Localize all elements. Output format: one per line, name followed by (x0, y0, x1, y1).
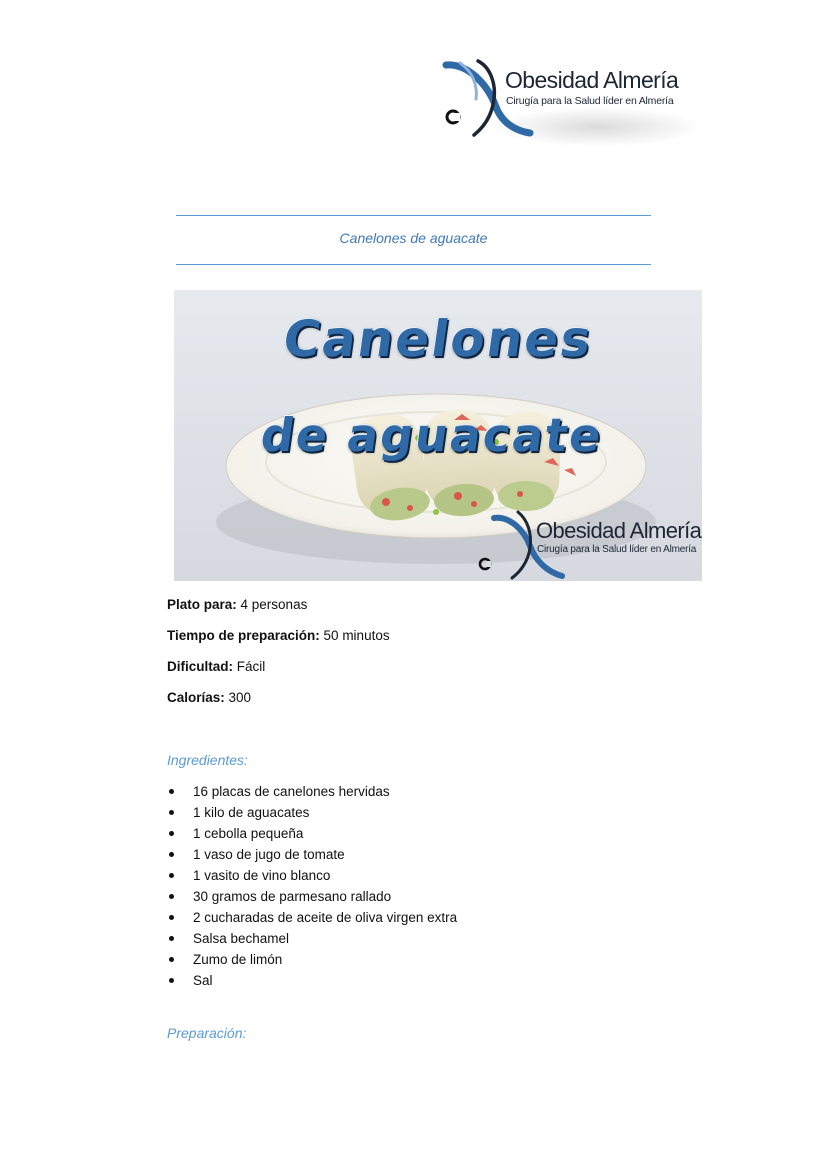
list-item (167, 804, 457, 825)
ingredient-text: Salsa bechamel (193, 931, 290, 946)
bullet-icon (169, 915, 174, 920)
bullet-icon (169, 789, 174, 794)
ingredient-text: 2 cucharadas de aceite de oliva virgen extra (193, 910, 458, 925)
recipe-hero-image (174, 290, 702, 581)
bullet-icon (169, 873, 174, 878)
bullet-icon (169, 810, 174, 815)
list-item (167, 909, 457, 930)
document-title: Canelones de aguacate (339, 230, 488, 246)
hero-logo-brand: Obesidad Almería (536, 518, 702, 543)
detail-difficulty (167, 659, 265, 674)
ingredient-text: 1 vaso de jugo de tomate (193, 847, 345, 862)
ingredient-text: 1 vasito de vino blanco (193, 868, 331, 883)
title-rule-top (176, 215, 651, 216)
title-rule-bottom (176, 264, 651, 265)
bullet-icon (169, 936, 174, 941)
detail-value: 4 personas (236, 597, 308, 612)
list-item (167, 783, 457, 804)
list-item (167, 930, 457, 951)
bullet-icon (169, 978, 174, 983)
detail-label: Plato para: (167, 597, 237, 612)
ingredients-list (167, 783, 457, 993)
list-item (167, 888, 457, 909)
detail-label: Tiempo de preparación: (167, 628, 320, 643)
ingredient-text: 16 placas de canelones hervidas (193, 784, 390, 799)
detail-value: 50 minutos (319, 628, 390, 643)
header-logo (438, 55, 718, 155)
detail-value: 300 (224, 690, 252, 705)
detail-servings (167, 597, 307, 612)
logo-brand-name: Obesidad Almería (505, 67, 679, 93)
list-item (167, 846, 457, 867)
bullet-icon (169, 852, 174, 857)
bullet-icon (169, 894, 174, 899)
detail-label: Dificultad: (167, 659, 233, 674)
ingredient-text: 30 gramos de parmesano rallado (193, 889, 392, 904)
list-item (167, 825, 457, 846)
detail-calories (167, 690, 251, 705)
ingredient-text: Zumo de limón (193, 952, 283, 967)
list-item (167, 867, 457, 888)
detail-label: Calorías: (167, 690, 225, 705)
ingredient-text: 1 kilo de aguacates (193, 805, 310, 820)
logo-tagline: Cirugía para la Salud líder en Almería (506, 95, 674, 107)
preparation-heading: Preparación: (167, 1025, 247, 1041)
list-item (167, 951, 457, 972)
ingredient-text: 1 cebolla pequeña (193, 826, 304, 841)
detail-value: Fácil (233, 659, 266, 674)
ingredients-heading: Ingredientes: (167, 752, 248, 768)
bullet-icon (169, 831, 174, 836)
hero-title-line1: Canelones (279, 310, 597, 368)
bullet-icon (169, 957, 174, 962)
hero-logo-tagline: Cirugía para la Salud líder en Almería (537, 544, 697, 555)
list-item (167, 972, 457, 993)
detail-prep-time (167, 628, 390, 643)
ingredient-text: Sal (193, 973, 213, 988)
hero-title-line2: de aguacate (257, 408, 607, 462)
